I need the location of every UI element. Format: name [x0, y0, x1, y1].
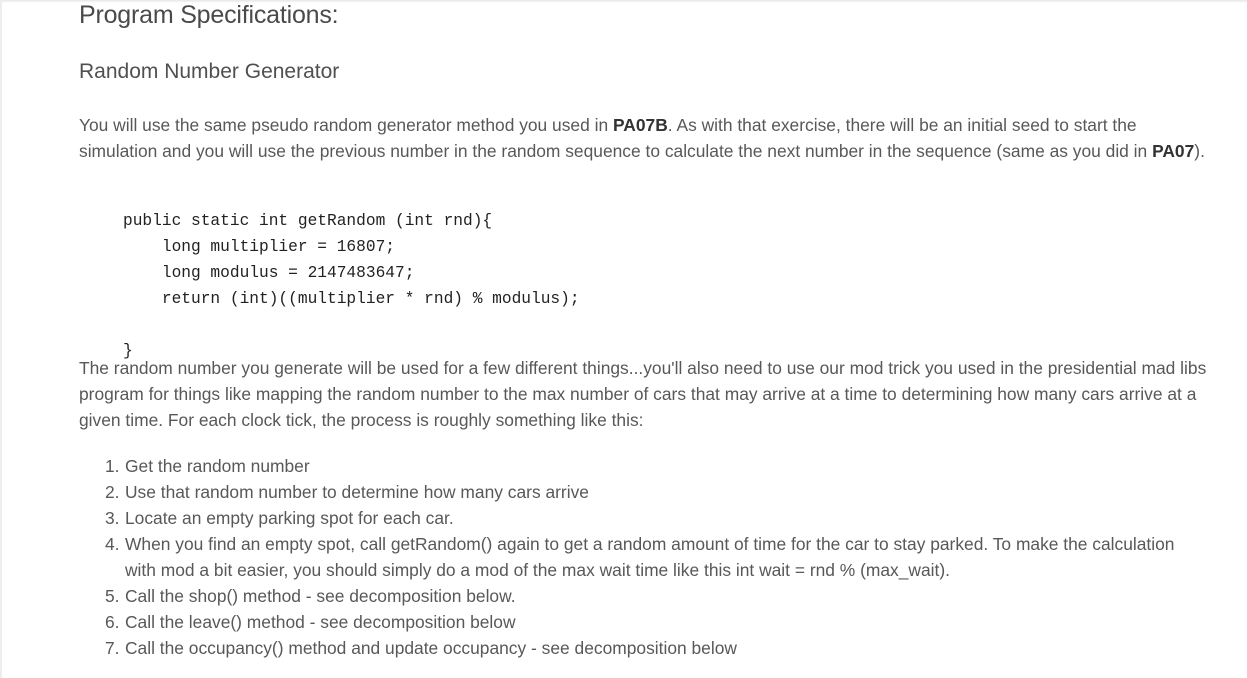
step-number: 1.: [105, 456, 120, 476]
code-line: [123, 312, 580, 338]
step-number: 3.: [105, 508, 120, 528]
step-text: Locate an empty parking spot for each car.: [125, 508, 454, 528]
list-item: [105, 453, 1185, 479]
code-line: long modulus = 2147483647;: [123, 264, 415, 282]
section-heading: Random Number Generator: [79, 60, 340, 83]
step-text: Call the occupancy() method and update occupancy - see decomposition below: [125, 638, 737, 658]
step-text: Get the random number: [125, 456, 310, 476]
step-number: 5.: [105, 586, 120, 606]
step-text: Call the shop() method - see decomposition below.: [125, 586, 516, 606]
intro-paragraph: [79, 112, 1219, 164]
step-number: 6.: [105, 612, 120, 632]
code-line: public static int getRandom (int rnd){: [123, 212, 493, 230]
intro-bold-assignment-pa07b: PA07B: [612, 115, 668, 135]
step-number: 7.: [105, 638, 120, 658]
list-item: [105, 479, 1185, 505]
intro-text-end: ).: [1194, 141, 1205, 161]
description-paragraph: The random number you generate will be used for a few different things...you'll also need to use our mod trick you used in the presidential mad libs program for things like mapping the random number to the max number of cars that may arrive at a time to determining how many cars arrive at a given time. For each clock tick, the process is roughly something like this:: [79, 358, 1207, 430]
intro-text-middle: . As with that exercise, there will be an initial seed to start the simulation and you will use the previous number in the random sequence to calculate the next number in the sequence (same as you did in: [79, 115, 1153, 161]
step-text: Use that random number to determine how many cars arrive: [125, 482, 589, 502]
list-item: [105, 635, 1185, 661]
step-text: Call the leave() method - see decomposition below: [125, 612, 516, 632]
code-line: return (int)((multiplier * rnd) % modulus);: [123, 290, 580, 308]
list-item: [105, 583, 1185, 609]
code-line: }: [123, 342, 133, 360]
list-item: [105, 505, 1185, 531]
page-title: Program Specifications:: [79, 1, 339, 29]
intro-bold-assignment-pa07: PA07: [1152, 141, 1195, 161]
code-line: long multiplier = 16807;: [123, 238, 395, 256]
step-number: 2.: [105, 482, 120, 502]
step-text: When you find an empty spot, call getRandom() again to get a random amount of time for the car to stay parked. To make the calculation with mod a bit easier, you should simply do a mod of the max wait time like this int wait = rnd % (max_wait).: [125, 534, 1175, 580]
list-item: [105, 531, 1185, 583]
process-steps-list: [105, 453, 1185, 661]
left-page-border: [0, 0, 2, 678]
step-number: 4.: [105, 534, 120, 554]
intro-text-start: You will use the same pseudo random generator method you used in: [79, 115, 613, 135]
code-block: [123, 208, 580, 364]
list-item: [105, 609, 1185, 635]
